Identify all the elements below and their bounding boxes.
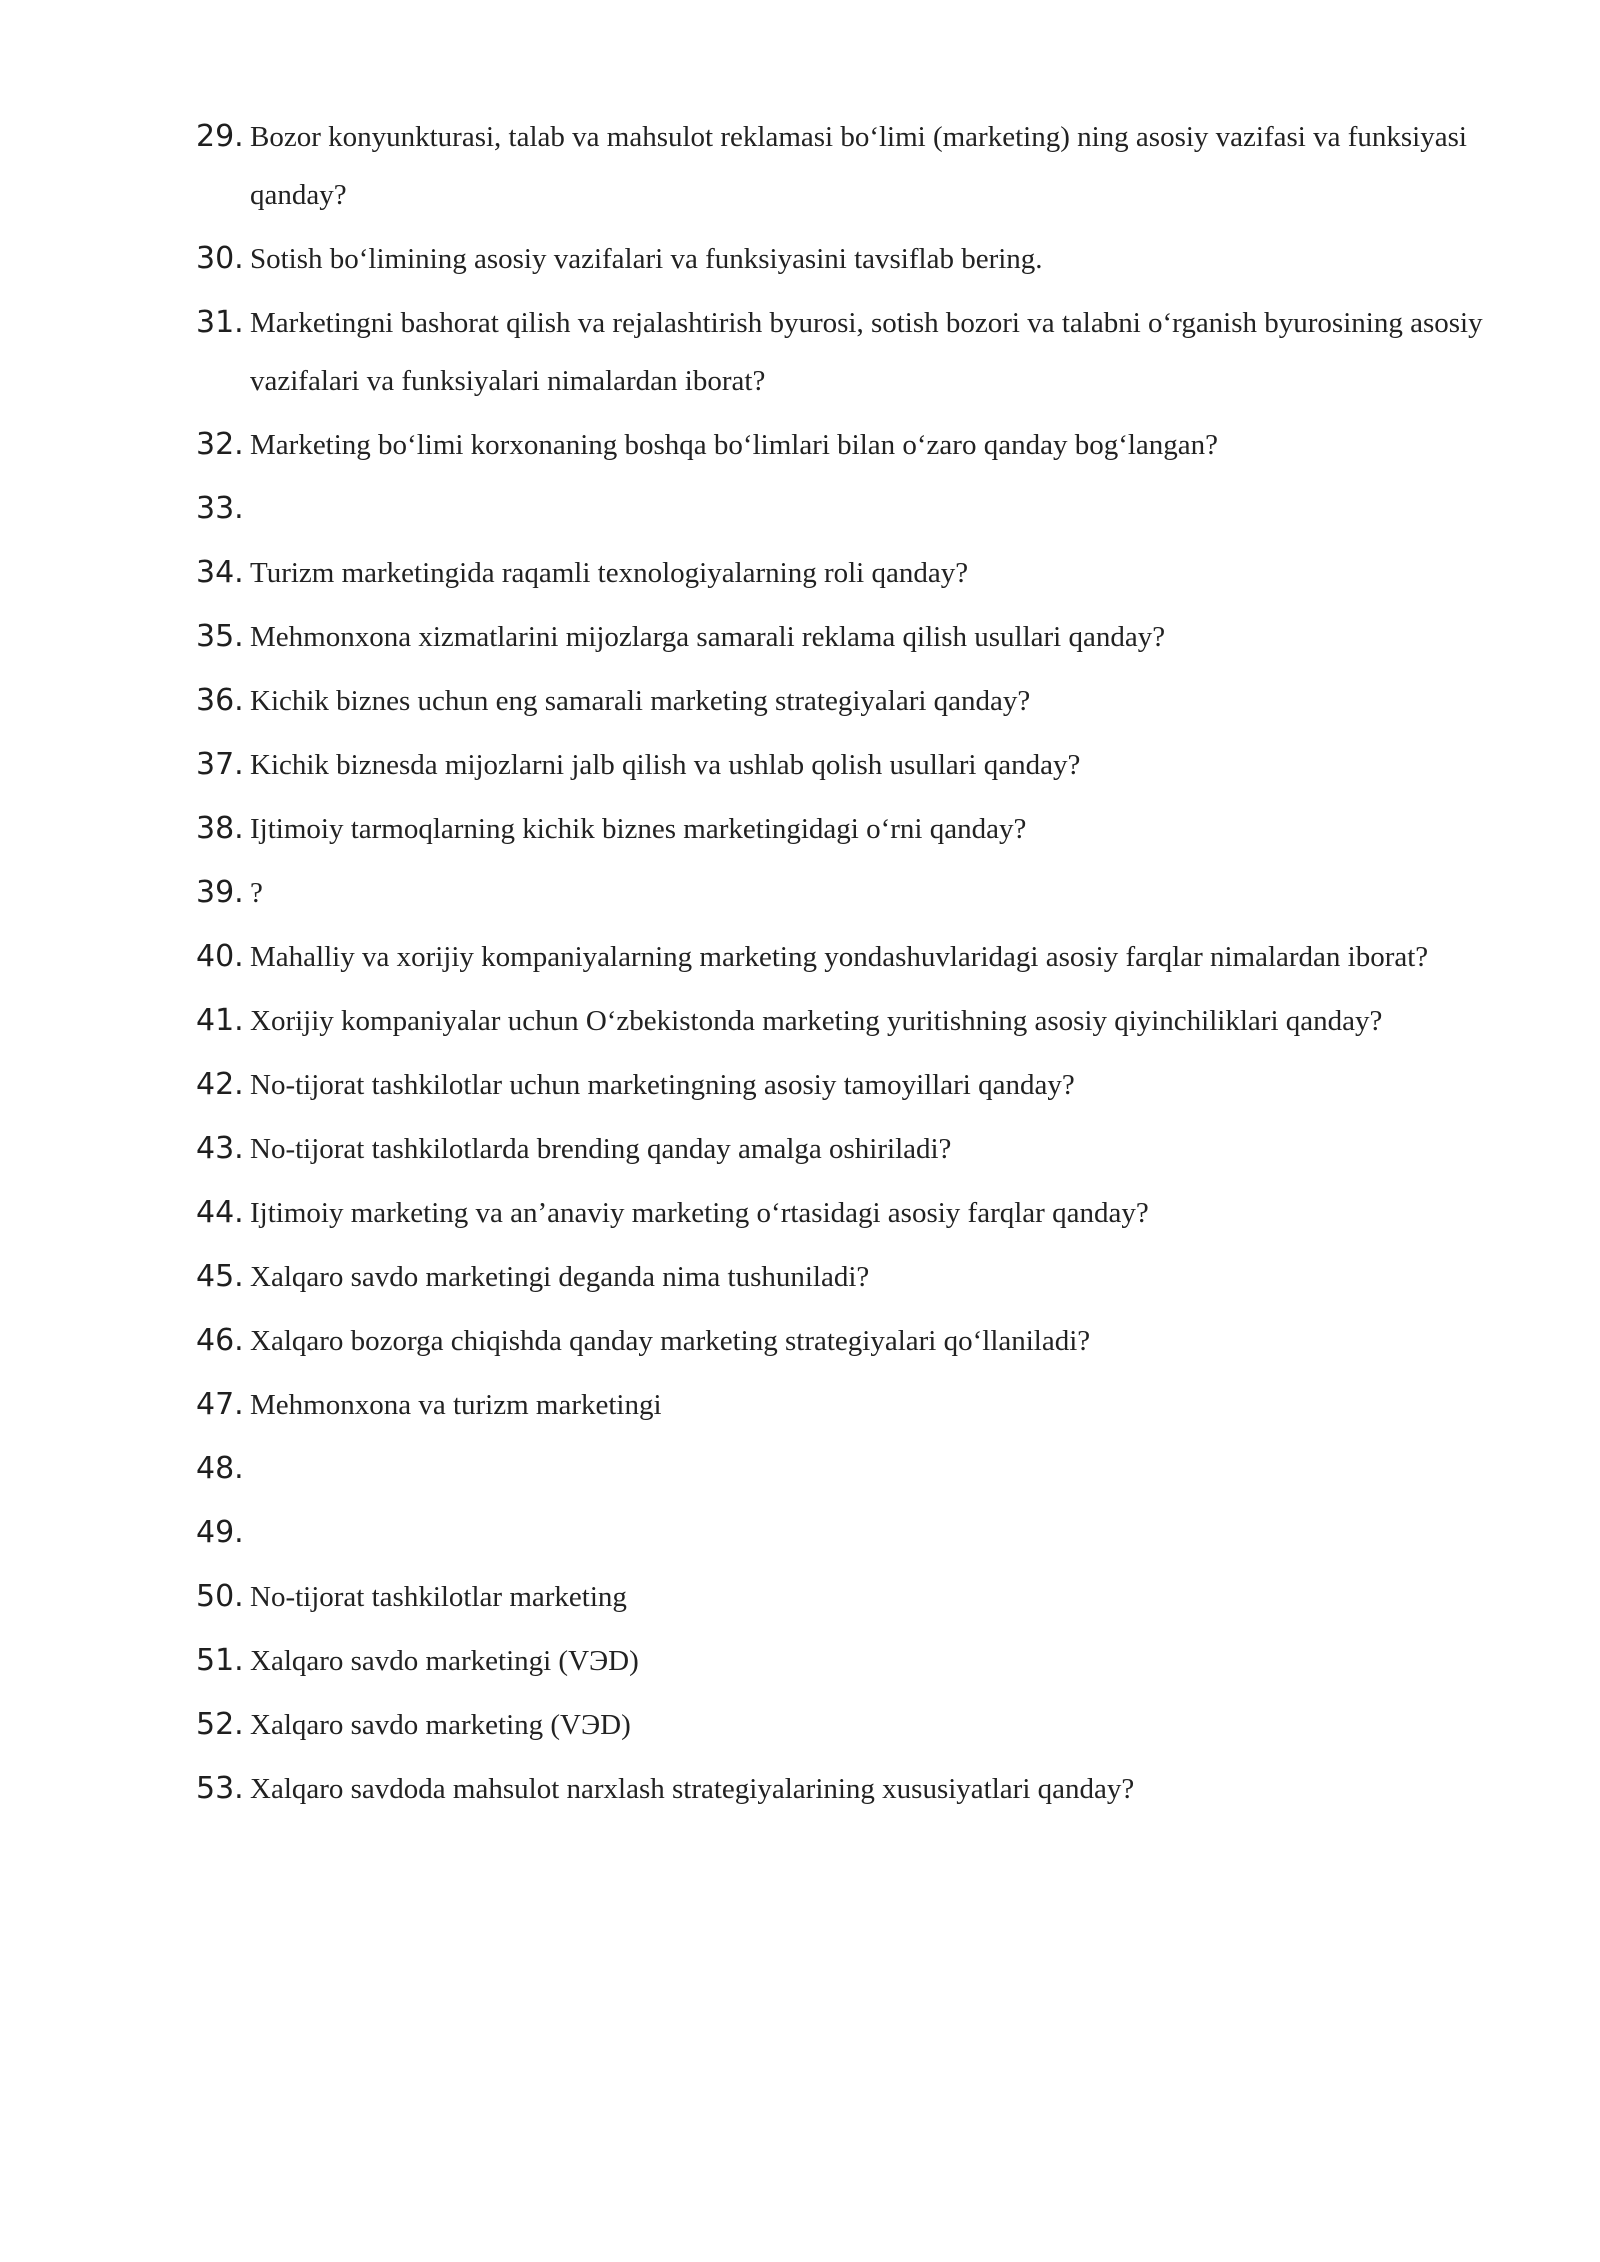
item-text: ?	[250, 877, 263, 909]
item-text: Kichik biznes uchun eng samarali marketing strategiyalari qanday?	[250, 685, 1031, 717]
list-item	[196, 928, 1486, 986]
item-number: 49.	[196, 1515, 244, 1550]
item-number: 34.	[196, 555, 244, 590]
list-item	[196, 1312, 1486, 1370]
list-item	[196, 416, 1486, 474]
item-text: Sotish bo‘limining asosiy vazifalari va funksiyasini tavsiflab bering.	[250, 243, 1043, 275]
item-number: 37.	[196, 747, 244, 782]
list-item	[196, 1056, 1486, 1114]
item-number: 33.	[196, 491, 244, 526]
item-number: 35.	[196, 619, 244, 654]
item-text: Ijtimoiy marketing va an’anaviy marketing o‘rtasidagi asosiy farqlar qanday?	[250, 1197, 1149, 1229]
list-item	[196, 864, 1486, 922]
item-text: No-tijorat tashkilotlar uchun marketingning asosiy tamoyillari qanday?	[250, 1069, 1075, 1101]
item-text: Ijtimoiy tarmoqlarning kichik biznes marketingidagi o‘rni qanday?	[250, 813, 1027, 845]
item-text: Xalqaro savdo marketingi (VЭD)	[250, 1645, 639, 1677]
item-text: Marketingni bashorat qilish va rejalashtirish byurosi, sotish bozori va talabni o‘rganish byurosining asosiy vazifalari va funksiyalari nimalardan iborat?	[250, 307, 1483, 397]
item-number: 45.	[196, 1259, 244, 1294]
item-number: 39.	[196, 875, 244, 910]
list-item	[196, 1248, 1486, 1306]
item-text: Kichik biznesda mijozlarni jalb qilish va ushlab qolish usullari qanday?	[250, 749, 1081, 781]
item-number: 30.	[196, 241, 244, 276]
item-text: Xorijiy kompaniyalar uchun O‘zbekistonda marketing yuritishning asosiy qiyinchiliklari qanday?	[250, 1005, 1383, 1037]
list-item	[196, 544, 1486, 602]
list-item	[196, 1120, 1486, 1178]
question-list	[196, 108, 1486, 1824]
list-item	[196, 1376, 1486, 1434]
item-number: 52.	[196, 1707, 244, 1742]
list-item	[196, 736, 1486, 794]
item-text: Xalqaro savdo marketingi deganda nima tushuniladi?	[250, 1261, 870, 1293]
item-text: Xalqaro bozorga chiqishda qanday marketing strategiyalari qo‘llaniladi?	[250, 1325, 1091, 1357]
item-number: 29.	[196, 119, 244, 154]
item-text: Xalqaro savdoda mahsulot narxlash strategiyalarining xususiyatlari qanday?	[250, 1773, 1135, 1805]
list-item	[196, 108, 1486, 224]
item-number: 44.	[196, 1195, 244, 1230]
list-item	[196, 294, 1486, 410]
item-text: Turizm marketingida raqamli texnologiyalarning roli qanday?	[250, 557, 969, 589]
item-number: 32.	[196, 427, 244, 462]
item-text: Mehmonxona xizmatlarini mijozlarga samarali reklama qilish usullari qanday?	[250, 621, 1166, 653]
item-number: 51.	[196, 1643, 244, 1678]
item-text: No-tijorat tashkilotlar marketing	[250, 1581, 627, 1613]
item-number: 42.	[196, 1067, 244, 1102]
list-item	[196, 800, 1486, 858]
list-item	[196, 1760, 1486, 1818]
item-number: 47.	[196, 1387, 244, 1422]
list-item	[196, 230, 1486, 288]
item-text: No-tijorat tashkilotlarda brending qanday amalga oshiriladi?	[250, 1133, 952, 1165]
list-item	[196, 1504, 1486, 1562]
item-number: 43.	[196, 1131, 244, 1166]
item-number: 31.	[196, 305, 244, 340]
list-item	[196, 480, 1486, 538]
list-item	[196, 1632, 1486, 1690]
item-number: 38.	[196, 811, 244, 846]
list-item	[196, 1568, 1486, 1626]
item-number: 46.	[196, 1323, 244, 1358]
list-item	[196, 1184, 1486, 1242]
item-number: 53.	[196, 1771, 244, 1806]
item-number: 41.	[196, 1003, 244, 1038]
item-text: Mehmonxona va turizm marketingi	[250, 1389, 662, 1421]
list-item	[196, 1440, 1486, 1498]
item-number: 36.	[196, 683, 244, 718]
item-text: Xalqaro savdo marketing (VЭD)	[250, 1709, 631, 1741]
list-item	[196, 992, 1486, 1050]
item-number: 50.	[196, 1579, 244, 1614]
list-item	[196, 1696, 1486, 1754]
item-number: 40.	[196, 939, 244, 974]
item-text: Bozor konyunkturasi, talab va mahsulot reklamasi bo‘limi (marketing) ning asosiy vazifasi va funksiyasi qanday?	[250, 121, 1467, 211]
item-text: Marketing bo‘limi korxonaning boshqa bo‘limlari bilan o‘zaro qanday bog‘langan?	[250, 429, 1219, 461]
item-number: 48.	[196, 1451, 244, 1486]
list-item	[196, 608, 1486, 666]
list-item	[196, 672, 1486, 730]
item-text: Mahalliy va xorijiy kompaniyalarning marketing yondashuvlaridagi asosiy farqlar nimalardan iborat?	[250, 941, 1429, 973]
